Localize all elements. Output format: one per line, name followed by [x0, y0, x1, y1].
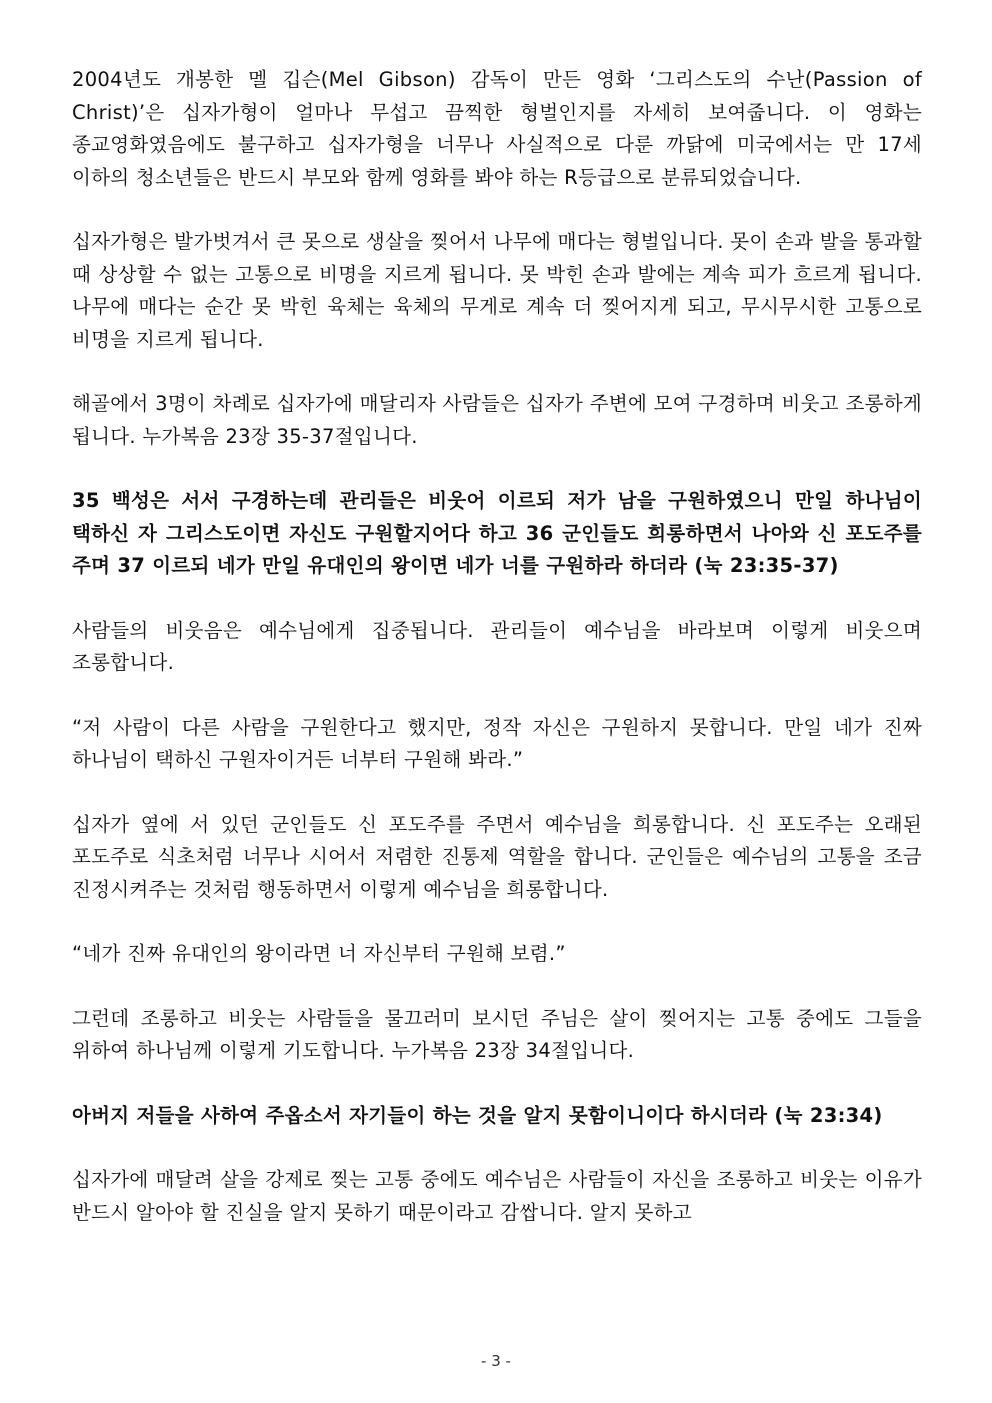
scripture-luke-23-35-37: 35 백성은 서서 구경하는데 관리들은 비웃어 이르되 저가 남을 구원하였으니 만일 하나님이 택하신 자 그리스도이면 자신도 구원할지어다 하고 36 군인들도 희롱하면서 나아와 신 포도주를 주며 37 이르되 네가 만일 유대인의 왕이면 네가 너를 구원하라 하더라 (눅 23:35-37) — [72, 489, 922, 577]
page-number: - 3 - — [481, 1352, 511, 1370]
paragraph-rulers-mocking: 사람들의 비웃음은 예수님에게 집중됩니다. 관리들이 예수님을 바라보며 이렇게 비웃으며 조롱합니다. — [72, 618, 922, 674]
quote-rulers: “저 사람이 다른 사람을 구원한다고 했지만, 정작 자신은 구원하지 못합니다. 만일 네가 진짜 하나님이 택하신 구원자이거든 너부터 구원해 봐라.” — [72, 715, 922, 771]
paragraph-mel-gibson-film: 2004년도 개봉한 멜 깁슨(Mel Gibson) 감독이 만든 영화 ‘그리스도의 수난(Passion of Christ)’은 십자가형이 얼마나 무섭고 끔찍한 형벌인지를 자세히 보여줍니다. 이 영화는 종교영화였음에도 불구하고 십자가형을 너무나 사실적으로 다룬 까닭에 미국에서는 만 17세 이하의 청소년들은 반드시 부모와 함께 영화를 봐야 하는 R등급으로 분류되었습니다. — [72, 68, 922, 189]
paragraph-jesus-prayer-intro: 그런데 조롱하고 비웃는 사람들을 물끄러미 보시던 주님은 살이 찢어지는 고통 중에도 그들을 위하여 하나님께 이렇게 기도합니다. 누가복음 23장 34절입니다. — [72, 1006, 922, 1062]
paragraph-soldiers-sour-wine: 십자가 옆에 서 있던 군인들도 신 포도주를 주면서 예수님을 희롱합니다. 신 포도주는 오래된 포도주로 식초처럼 너무나 시어서 저렴한 진통제 역할을 합니다. 군인들은 예수님의 고통을 조금 진정시켜주는 것처럼 행동하면서 이렇게 예수님을 희롱합니다. — [72, 812, 922, 901]
paragraph-crucifixion-description: 십자가형은 발가벗겨서 큰 못으로 생살을 찢어서 나무에 매다는 형벌입니다. 못이 손과 발을 통과할 때 상상할 수 없는 고통으로 비명을 지르게 됩니다. 못 박힌 손과 발에는 계속 피가 흐르게 됩니다. 나무에 매다는 순간 못 박힌 육체는 육체의 무게로 계속 더 찢어지게 되고, 무시무시한 고통으로 비명을 지르게 됩니다. — [72, 230, 922, 351]
scripture-luke-23-34: 아버지 저들을 사하여 주옵소서 자기들이 하는 것을 알지 못함이니이다 하시더라 (눅 23:34) — [72, 1103, 883, 1127]
paragraph-golgotha-mocking: 해골에서 3명이 차례로 십자가에 매달리자 사람들은 십자가 주변에 모여 구경하며 비웃고 조롱하게 됩니다. 누가복음 23장 35-37절입니다. — [72, 392, 922, 448]
quote-soldiers: “네가 진짜 유대인의 왕이라면 너 자신부터 구원해 보렴.” — [72, 942, 566, 965]
document-body — [72, 64, 922, 1261]
paragraph-jesus-forgiveness: 십자가에 매달려 살을 강제로 찢는 고통 중에도 예수님은 사람들이 자신을 조롱하고 비웃는 이유가 반드시 알아야 할 진실을 알지 못하기 때문이라고 감쌉니다. 알지 못하고 — [72, 1168, 922, 1224]
